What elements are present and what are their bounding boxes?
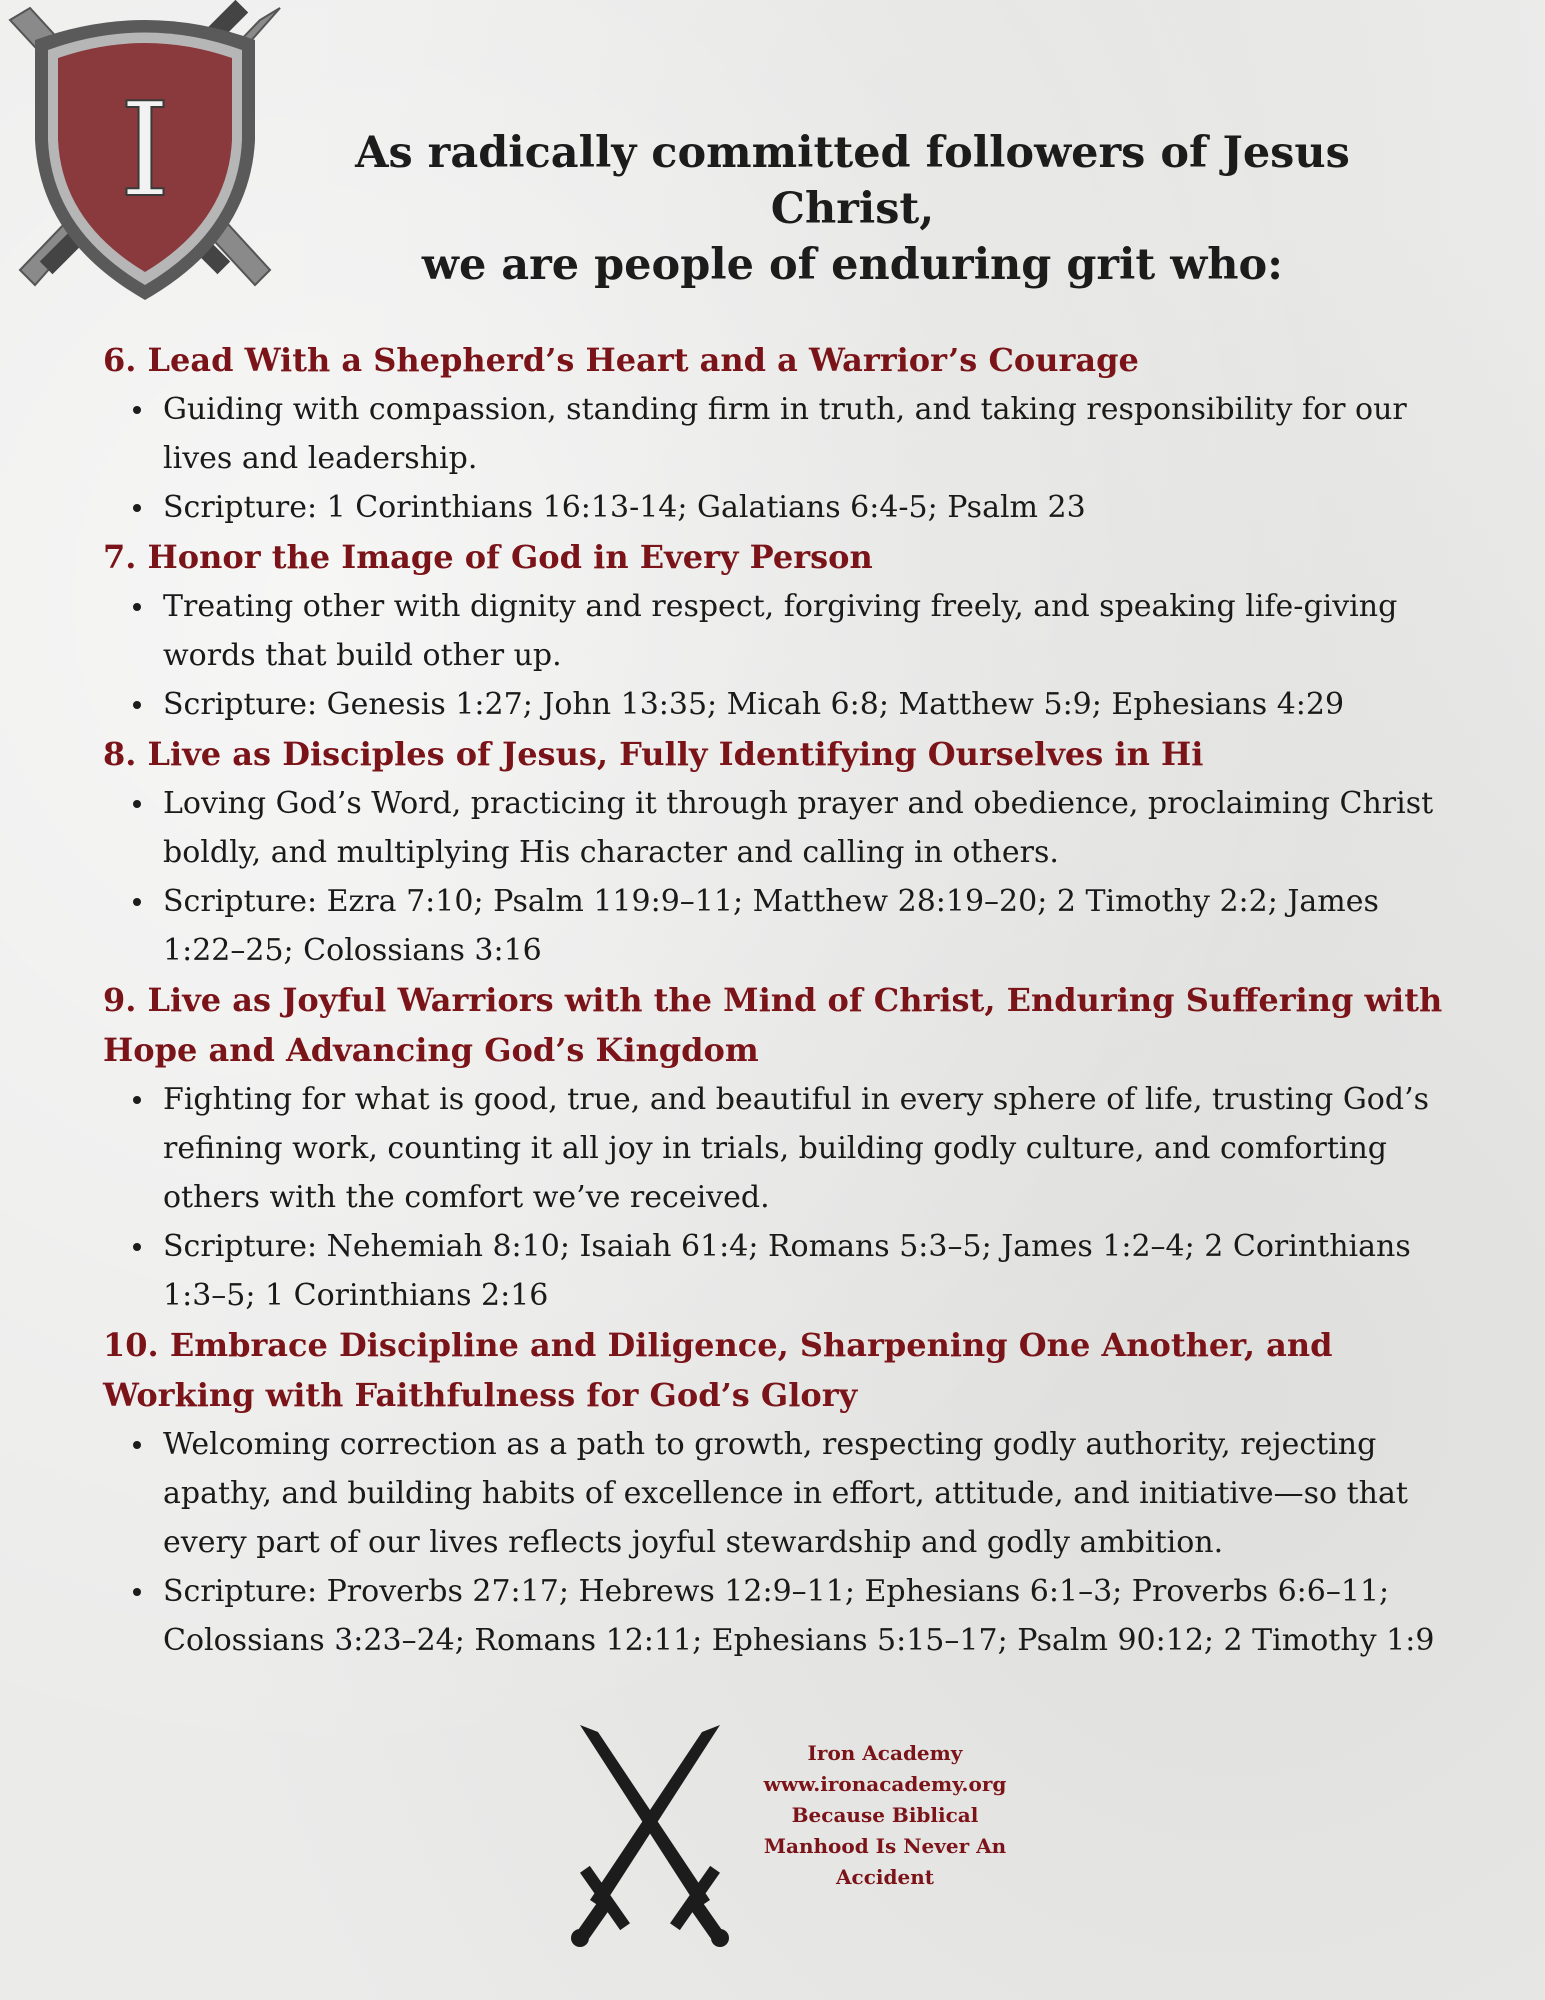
bullet-list [103, 1075, 1463, 1320]
bullet-item: Scripture: Ezra 7:10; Psalm 119:9–11; Matthew 28:19–20; 2 Timothy 2:2; James 1:22–25; Colossians 3:16 [163, 877, 1463, 975]
bullet-item: Scripture: 1 Corinthians 16:13-14; Galatians 6:4-5; Psalm 23 [163, 483, 1463, 532]
section-title: 6. Lead With a Shepherd’s Heart and a Warrior’s Courage [103, 341, 1139, 379]
bullet-item: Fighting for what is good, true, and beautiful in every sphere of life, trusting God’s refining work, counting it all joy in trials, building godly culture, and comforting others with the comfort we’ve received. [163, 1075, 1463, 1222]
bullet-list [103, 582, 1463, 729]
commitments-list [103, 335, 1463, 1665]
website-link[interactable]: www.ironacademy.org [763, 1772, 1007, 1796]
bullet-item: Welcoming correction as a path to growth, respecting godly authority, rejecting apathy, and building habits of excellence in effort, attitude, and initiative—so that every part of our lives reflects joyful stewardship and godly ambition. [163, 1420, 1463, 1567]
bullet-item: Scripture: Proverbs 27:17; Hebrews 12:9–11; Ephesians 6:1–3; Proverbs 6:6–11; Colossians 3:23–24; Romans 12:11; Ephesians 5:15–17; Psalm 90:12; 2 Timothy 1:9 [163, 1567, 1463, 1665]
crest-letter: I [119, 74, 171, 226]
tagline-line-3: Accident [836, 1865, 934, 1889]
tagline-line-2: Manhood Is Never An [763, 1834, 1007, 1858]
crest-shield-icon [0, 0, 290, 310]
section-8 [103, 729, 1463, 975]
bullet-list [103, 779, 1463, 975]
bullet-list [103, 1420, 1463, 1665]
bullet-item: Guiding with compassion, standing firm in truth, and taking responsibility for our lives and leadership. [163, 385, 1463, 483]
bullet-item: Treating other with dignity and respect, forgiving freely, and speaking life-giving words that build other up. [163, 582, 1463, 680]
section-title: 9. Live as Joyful Warriors with the Mind of Christ, Enduring Suffering with Hope and Advancing God’s Kingdom [103, 981, 1443, 1069]
section-title: 8. Live as Disciples of Jesus, Fully Identifying Ourselves in Hi [103, 735, 1204, 773]
tagline-line-1: Because Biblical [791, 1803, 979, 1827]
headline-line-1: As radically committed followers of Jesus Christ, [355, 128, 1350, 234]
section-title: 7. Honor the Image of God in Every Person [103, 538, 873, 576]
section-9 [103, 975, 1463, 1320]
bullet-item: Scripture: Nehemiah 8:10; Isaiah 61:4; Romans 5:3–5; James 1:2–4; 2 Corinthians 1:3–5; 1 Corinthians 2:16 [163, 1222, 1463, 1320]
org-name: Iron Academy [807, 1741, 963, 1765]
footer-info [740, 1738, 1030, 1893]
section-6 [103, 335, 1463, 532]
bullet-list [103, 385, 1463, 532]
section-10 [103, 1320, 1463, 1665]
headline [270, 125, 1435, 293]
section-7 [103, 532, 1463, 729]
section-title: 10. Embrace Discipline and Diligence, Sharpening One Another, and Working with Faithfulness for God’s Glory [103, 1326, 1333, 1414]
bullet-item: Scripture: Genesis 1:27; John 13:35; Micah 6:8; Matthew 5:9; Ephesians 4:29 [163, 680, 1463, 729]
crossed-swords-icon [540, 1720, 760, 1950]
headline-line-2: we are people of enduring grit who: [421, 240, 1284, 290]
bullet-item: Loving God’s Word, practicing it through prayer and obedience, proclaiming Christ boldly, and multiplying His character and calling in others. [163, 779, 1463, 877]
